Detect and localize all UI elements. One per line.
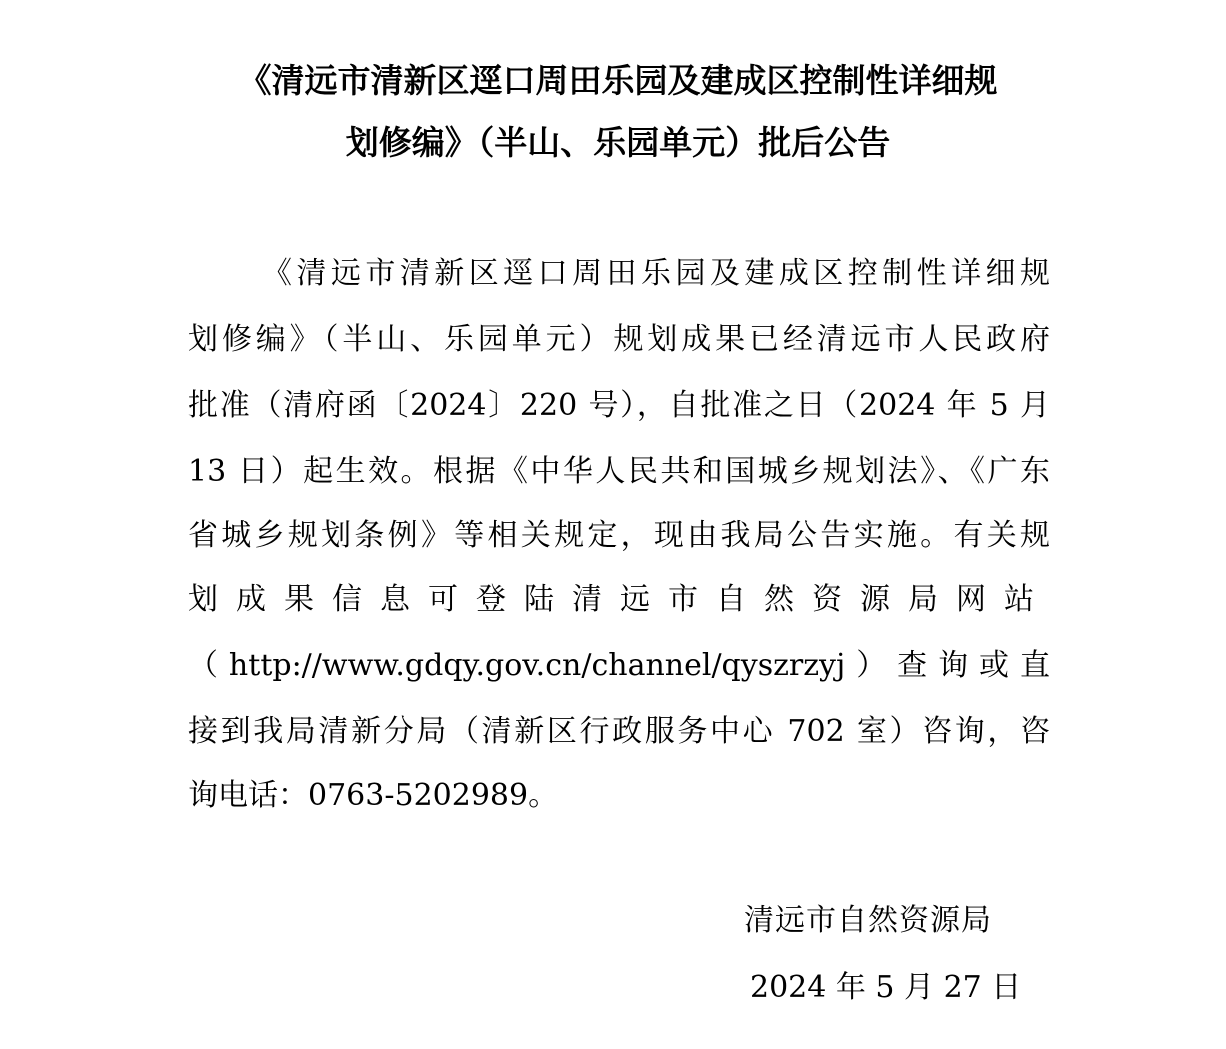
body-line-9: 询电话：0763-5202989。 <box>188 778 559 813</box>
body-line-6: 划成果信息可登陆清远市自然资源局网站 <box>188 582 1050 617</box>
issuing-organization: 清远市自然资源局 <box>744 903 992 938</box>
title-line-1: 《清远市清新区逕口周田乐园及建成区控制性详细规 <box>238 61 998 100</box>
body-line-2: 划修编》（半山、乐园单元）规划成果已经清远市人民政府 <box>188 322 1050 357</box>
issue-date: 2024 年 5 月 27 日 <box>750 970 1022 1005</box>
body-line-5: 省城乡规划条例》等相关规定，现由我局公告实施。有关规 <box>188 518 1050 553</box>
body-line-1: 《清远市清新区逕口周田乐园及建成区控制性详细规 <box>262 256 1050 291</box>
body-line-4: 13 日）起生效。根据《中华人民共和国城乡规划法》、《广东 <box>188 454 1050 489</box>
body-line-8: 接到我局清新分局（清新区行政服务中心 702 室）咨询，咨 <box>188 714 1050 749</box>
body-line-3: 批准（清府函〔2024〕220 号），自批准之日（2024 年 5 月 <box>188 388 1050 423</box>
title-line-2: 划修编》（半山、乐园单元）批后公告 <box>345 123 891 162</box>
body-line-7: （http://www.gdqy.gov.cn/channel/qyszrzyj）查询或直 <box>188 648 1050 683</box>
